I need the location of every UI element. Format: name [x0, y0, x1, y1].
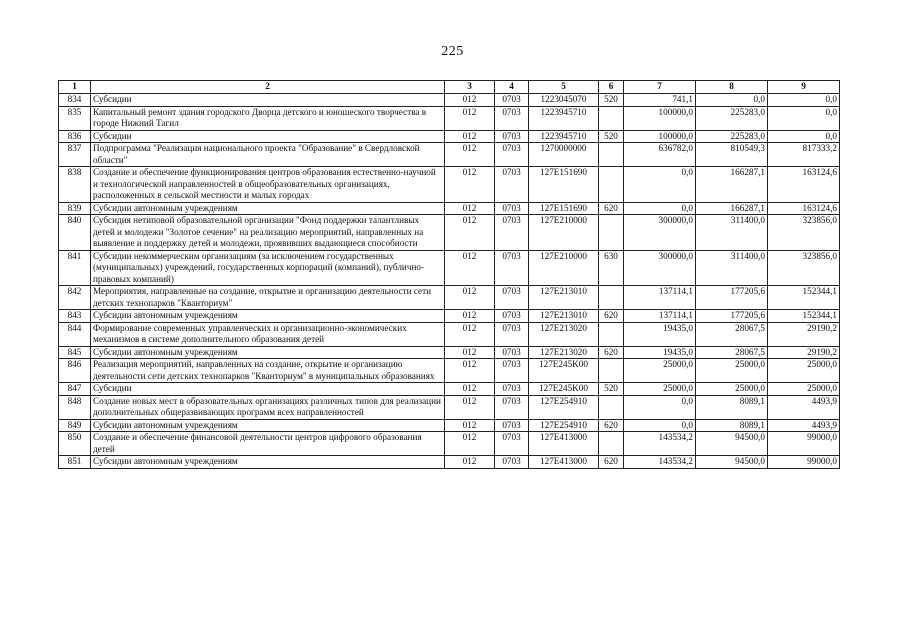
row-admin-code: 012	[445, 419, 495, 432]
row-number: 839	[59, 202, 91, 215]
row-amount-year2: 94500,0	[696, 456, 768, 469]
col-expense-type-header: 6	[599, 81, 624, 94]
row-section-code: 0703	[495, 167, 529, 203]
row-section-code: 0703	[495, 202, 529, 215]
row-amount-year2: 25000,0	[696, 359, 768, 383]
row-name: Субсидии	[91, 94, 445, 107]
row-section-code: 0703	[495, 250, 529, 286]
row-admin-code: 012	[445, 130, 495, 143]
header-row	[59, 81, 840, 94]
row-section-code: 0703	[495, 130, 529, 143]
row-amount-year1: 300000,0	[624, 250, 696, 286]
table-row	[59, 250, 840, 286]
row-name: Субсидии автономным учреждениям	[91, 346, 445, 359]
table-row	[59, 346, 840, 359]
row-section-code: 0703	[495, 395, 529, 419]
row-amount-year1: 741,1	[624, 94, 696, 107]
row-amount-year3: 29190,2	[768, 322, 840, 346]
row-name: Субсидии автономным учреждениям	[91, 202, 445, 215]
row-name: Создание новых мест в образовательных организациях различных типов для реализации дополнительных общеразвивающих программ всех направленностей	[91, 395, 445, 419]
row-target-code: 127E213020	[529, 322, 599, 346]
row-amount-year3: 25000,0	[768, 359, 840, 383]
row-target-code: 1270000000	[529, 143, 599, 167]
col-target-header: 5	[529, 81, 599, 94]
row-amount-year1: 137114,1	[624, 310, 696, 323]
table-row	[59, 432, 840, 456]
row-amount-year3: 0,0	[768, 106, 840, 130]
row-number: 850	[59, 432, 91, 456]
row-expense-type: 520	[599, 94, 624, 107]
row-amount-year1: 25000,0	[624, 383, 696, 396]
row-expense-type	[599, 432, 624, 456]
row-name: Подпрограмма "Реализация национального проекта "Образование" в Свердловской области"	[91, 143, 445, 167]
row-expense-type	[599, 286, 624, 310]
row-amount-year2: 25000,0	[696, 383, 768, 396]
row-admin-code: 012	[445, 94, 495, 107]
row-expense-type: 620	[599, 419, 624, 432]
row-target-code: 1223045070	[529, 94, 599, 107]
row-section-code: 0703	[495, 322, 529, 346]
row-amount-year3: 163124,6	[768, 167, 840, 203]
row-expense-type	[599, 322, 624, 346]
row-amount-year1: 636782,0	[624, 143, 696, 167]
row-target-code: 127E213020	[529, 346, 599, 359]
row-expense-type: 620	[599, 346, 624, 359]
row-amount-year2: 311400,0	[696, 250, 768, 286]
row-amount-year2: 225283,0	[696, 106, 768, 130]
row-target-code: 127E210000	[529, 250, 599, 286]
table-row	[59, 419, 840, 432]
row-target-code: 127E254910	[529, 419, 599, 432]
row-name: Субсидии автономным учреждениям	[91, 456, 445, 469]
row-amount-year2: 225283,0	[696, 130, 768, 143]
row-amount-year3: 25000,0	[768, 383, 840, 396]
row-name: Формирование современных управленческих и организационно-экономических механизмов в системе дополнительного образования детей	[91, 322, 445, 346]
table-row	[59, 286, 840, 310]
row-admin-code: 012	[445, 456, 495, 469]
row-amount-year3: 152344,1	[768, 310, 840, 323]
row-admin-code: 012	[445, 359, 495, 383]
row-expense-type: 630	[599, 250, 624, 286]
row-amount-year3: 0,0	[768, 94, 840, 107]
row-admin-code: 012	[445, 310, 495, 323]
row-expense-type: 520	[599, 130, 624, 143]
row-amount-year1: 19435,0	[624, 346, 696, 359]
row-name: Мероприятия, направленные на создание, открытие и организацию деятельности сети детских технопарков "Кванториум"	[91, 286, 445, 310]
row-amount-year3: 4493,9	[768, 395, 840, 419]
row-name: Субсидии автономным учреждениям	[91, 419, 445, 432]
row-amount-year1: 300000,0	[624, 215, 696, 251]
table-row	[59, 130, 840, 143]
row-target-code: 127E151690	[529, 202, 599, 215]
row-amount-year2: 8089,1	[696, 395, 768, 419]
row-number: 843	[59, 310, 91, 323]
row-amount-year2: 311400,0	[696, 215, 768, 251]
row-number: 834	[59, 94, 91, 107]
table-row	[59, 167, 840, 203]
table-header	[59, 81, 840, 94]
row-number: 841	[59, 250, 91, 286]
table-row	[59, 310, 840, 323]
row-admin-code: 012	[445, 322, 495, 346]
col-number-header: 1	[59, 81, 91, 94]
row-amount-year3: 99000,0	[768, 456, 840, 469]
row-amount-year1: 0,0	[624, 202, 696, 215]
row-name: Субсидия нетиповой образовательной организации "Фонд поддержки талантливых детей и молодежи "Золотое сечение" на реализацию мероприятий, направленных на выявление и поддержку детей и молодежи, проявивших выдающиеся способности	[91, 215, 445, 251]
row-name: Создание и обеспечение функционирования центров образования естественно-научной и технологической направленностей в общеобразовательных организациях, расположенных в сельской местности и малых городах	[91, 167, 445, 203]
row-number: 835	[59, 106, 91, 130]
row-number: 840	[59, 215, 91, 251]
row-target-code: 127E413000	[529, 456, 599, 469]
row-amount-year2: 177205,6	[696, 286, 768, 310]
row-amount-year1: 19435,0	[624, 322, 696, 346]
row-amount-year1: 143534,2	[624, 432, 696, 456]
table-row	[59, 215, 840, 251]
row-amount-year1: 137114,1	[624, 286, 696, 310]
row-admin-code: 012	[445, 202, 495, 215]
row-amount-year2: 166287,1	[696, 202, 768, 215]
table-row	[59, 202, 840, 215]
row-amount-year2: 0,0	[696, 94, 768, 107]
row-target-code: 127E213010	[529, 310, 599, 323]
row-amount-year2: 28067,5	[696, 346, 768, 359]
row-expense-type	[599, 215, 624, 251]
row-amount-year2: 810549,3	[696, 143, 768, 167]
row-expense-type	[599, 395, 624, 419]
row-amount-year1: 100000,0	[624, 130, 696, 143]
row-name: Субсидии	[91, 130, 445, 143]
col-section-header: 4	[495, 81, 529, 94]
row-expense-type	[599, 167, 624, 203]
row-target-code: 127E413000	[529, 432, 599, 456]
table-row	[59, 395, 840, 419]
row-section-code: 0703	[495, 346, 529, 359]
row-amount-year3: 152344,1	[768, 286, 840, 310]
row-admin-code: 012	[445, 215, 495, 251]
row-name: Субсидии автономным учреждениям	[91, 310, 445, 323]
row-number: 851	[59, 456, 91, 469]
row-target-code: 127E245K00	[529, 383, 599, 396]
col-year3-header: 9	[768, 81, 840, 94]
table-row	[59, 94, 840, 107]
row-amount-year3: 323856,0	[768, 250, 840, 286]
row-number: 838	[59, 167, 91, 203]
row-target-code: 127E245K00	[529, 359, 599, 383]
row-amount-year2: 28067,5	[696, 322, 768, 346]
row-name: Реализация мероприятий, направленных на создание, открытие и организацию деятельности сети детских технопарков "Кванториум" в муниципальных образованиях	[91, 359, 445, 383]
row-target-code: 127E213010	[529, 286, 599, 310]
row-target-code: 127E210000	[529, 215, 599, 251]
row-section-code: 0703	[495, 432, 529, 456]
row-section-code: 0703	[495, 94, 529, 107]
row-admin-code: 012	[445, 167, 495, 203]
row-admin-code: 012	[445, 395, 495, 419]
row-section-code: 0703	[495, 359, 529, 383]
row-amount-year1: 143534,2	[624, 456, 696, 469]
row-number: 837	[59, 143, 91, 167]
row-amount-year1: 25000,0	[624, 359, 696, 383]
row-admin-code: 012	[445, 432, 495, 456]
row-number: 848	[59, 395, 91, 419]
row-expense-type: 620	[599, 202, 624, 215]
row-name: Субсидии	[91, 383, 445, 396]
row-section-code: 0703	[495, 215, 529, 251]
row-amount-year2: 8089,1	[696, 419, 768, 432]
row-amount-year1: 100000,0	[624, 106, 696, 130]
row-section-code: 0703	[495, 456, 529, 469]
table-row	[59, 359, 840, 383]
row-number: 845	[59, 346, 91, 359]
row-name: Субсидии некоммерческим организациям (за исключением государственных (муниципальных) учреждений, государственных корпораций (компаний), публично-правовых компаний)	[91, 250, 445, 286]
row-amount-year3: 817333,2	[768, 143, 840, 167]
row-amount-year1: 0,0	[624, 395, 696, 419]
row-name: Капитальный ремонт здания городского Дворца детского и юношеского творчества в городе Нижний Тагил	[91, 106, 445, 130]
row-number: 847	[59, 383, 91, 396]
row-section-code: 0703	[495, 419, 529, 432]
table-row	[59, 322, 840, 346]
row-target-code: 1223945710	[529, 130, 599, 143]
row-amount-year3: 99000,0	[768, 432, 840, 456]
row-section-code: 0703	[495, 383, 529, 396]
col-name-header: 2	[91, 81, 445, 94]
row-amount-year3: 4493,9	[768, 419, 840, 432]
row-number: 844	[59, 322, 91, 346]
row-target-code: 1223945710	[529, 106, 599, 130]
row-number: 836	[59, 130, 91, 143]
col-admin-header: 3	[445, 81, 495, 94]
col-year1-header: 7	[624, 81, 696, 94]
row-target-code: 127E254910	[529, 395, 599, 419]
row-target-code: 127E151690	[529, 167, 599, 203]
row-admin-code: 012	[445, 383, 495, 396]
table-row	[59, 456, 840, 469]
row-expense-type	[599, 143, 624, 167]
row-expense-type: 620	[599, 456, 624, 469]
row-amount-year1: 0,0	[624, 167, 696, 203]
row-amount-year2: 177205,6	[696, 310, 768, 323]
row-admin-code: 012	[445, 346, 495, 359]
row-expense-type: 620	[599, 310, 624, 323]
table-row	[59, 106, 840, 130]
row-number: 846	[59, 359, 91, 383]
row-expense-type: 520	[599, 383, 624, 396]
row-amount-year3: 29190,2	[768, 346, 840, 359]
row-amount-year3: 163124,6	[768, 202, 840, 215]
row-amount-year2: 94500,0	[696, 432, 768, 456]
row-section-code: 0703	[495, 143, 529, 167]
row-amount-year1: 0,0	[624, 419, 696, 432]
table-body	[59, 94, 840, 469]
row-section-code: 0703	[495, 106, 529, 130]
row-amount-year2: 166287,1	[696, 167, 768, 203]
row-section-code: 0703	[495, 286, 529, 310]
row-admin-code: 012	[445, 286, 495, 310]
row-expense-type	[599, 106, 624, 130]
page-number: 225	[441, 44, 464, 59]
row-admin-code: 012	[445, 106, 495, 130]
row-amount-year3: 0,0	[768, 130, 840, 143]
row-section-code: 0703	[495, 310, 529, 323]
row-admin-code: 012	[445, 250, 495, 286]
table-row	[59, 143, 840, 167]
row-number: 842	[59, 286, 91, 310]
row-admin-code: 012	[445, 143, 495, 167]
row-amount-year3: 323856,0	[768, 215, 840, 251]
row-name: Создание и обеспечение финансовой деятельности центров цифрового образования детей	[91, 432, 445, 456]
table-row	[59, 383, 840, 396]
row-expense-type	[599, 359, 624, 383]
col-year2-header: 8	[696, 81, 768, 94]
budget-table	[58, 80, 840, 469]
row-number: 849	[59, 419, 91, 432]
